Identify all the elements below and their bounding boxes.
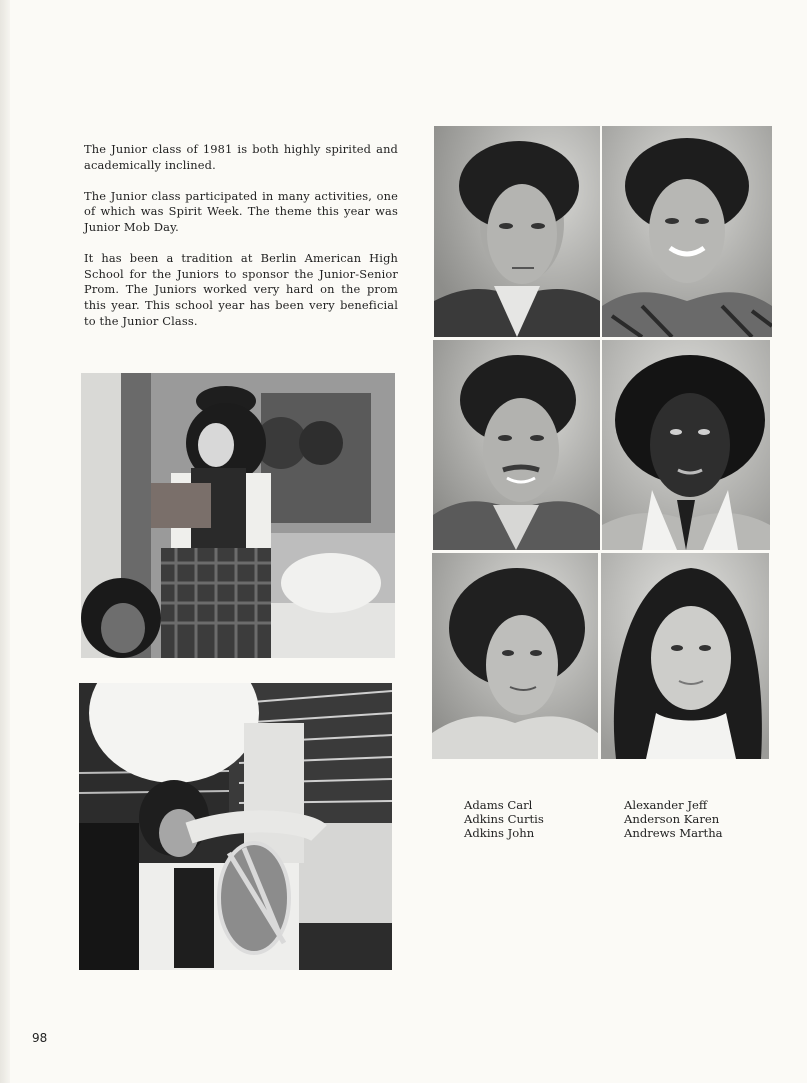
portrait-alexander-jeff	[602, 126, 772, 337]
name-entry: Adkins Curtis	[464, 812, 544, 827]
candid-photo-tuba-player	[79, 683, 392, 970]
portrait-adams-carl	[434, 126, 600, 337]
intro-paragraph-2: The Junior class participated in many activities, one of which was Spirit Week. The theme this year was Junior Mob Day.	[84, 188, 398, 234]
name-entry: Andrews Martha	[624, 826, 723, 841]
name-entry: Adkins John	[464, 826, 535, 841]
name-entry: Alexander Jeff	[624, 798, 708, 812]
name-entry: Anderson Karen	[624, 812, 720, 827]
name-list-column-1	[464, 798, 544, 841]
portrait-adkins-curtis	[433, 340, 600, 550]
name-entry: Adams Carl	[464, 798, 533, 812]
page-number: 98	[32, 1031, 48, 1045]
intro-text-block	[84, 142, 398, 329]
intro-paragraph-1: The Junior class of 1981 is both highly spirited and academically inclined.	[84, 142, 398, 172]
name-list-column-2	[624, 798, 723, 841]
portrait-andrews-martha	[601, 553, 769, 759]
portrait-adkins-john	[432, 553, 598, 759]
portrait-anderson-karen	[602, 340, 770, 550]
candid-photo-bagpiper	[81, 373, 395, 658]
intro-paragraph-3: It has been a tradition at Berlin American High School for the Juniors to sponsor the Junior-Senior Prom. The Juniors worked very hard on the prom this year. This school year has been very beneficial to the Junior Class.	[84, 251, 398, 328]
page-binding-edge	[0, 0, 10, 1083]
